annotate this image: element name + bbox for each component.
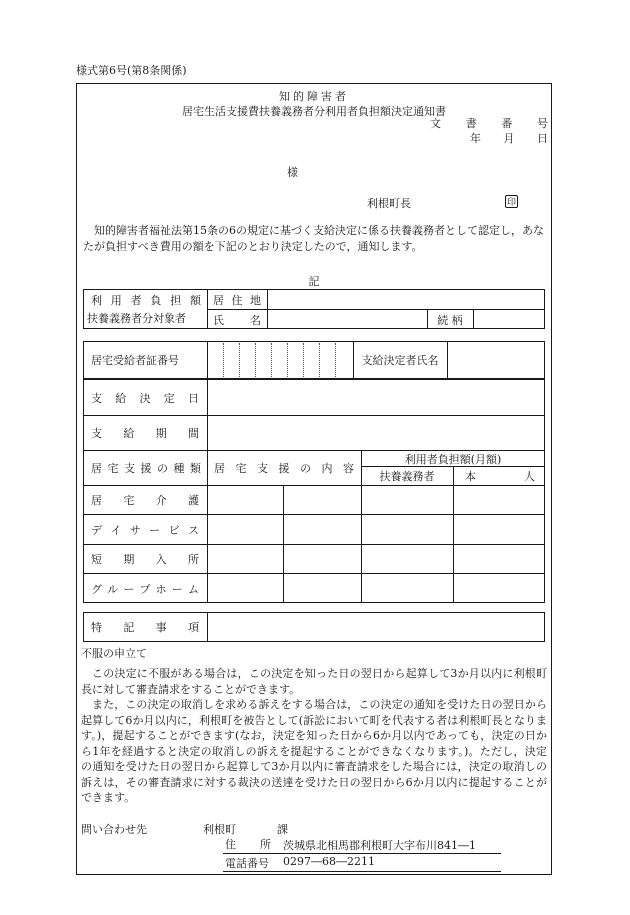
recipient-name-label: 支給決定者氏名 (361, 354, 439, 367)
official-seal: 印 (505, 195, 518, 208)
address-label: 居 住 地 (213, 293, 261, 307)
contact-address: 茨城県北相馬郡利根町大字布川841―1 (283, 839, 476, 852)
period-label: 支 給 期 間 (91, 427, 199, 440)
ki-mark: 記 (308, 275, 320, 288)
intro-text: 知的障害者福祉法第15条の6の規定に基づく支給決定に係る扶養義務者として認定し，あなたが負担すべき費用の額を下記のとおり決定したので，通知します。 (83, 224, 544, 253)
appeal-title: 不服の申立て (81, 647, 147, 660)
row-group-home: グ ル ー プ ホ ー ム (91, 582, 199, 596)
cert-number-label: 居宅受給者証番号 (91, 354, 179, 367)
form-number: 様式第6号(第8条関係) (76, 64, 187, 77)
service-content-header: 居 宅 支 援 の 内 容 (214, 462, 354, 475)
row-day-service: デ イ サ ー ビ ス (91, 523, 199, 537)
contact-section: 課 (277, 823, 288, 836)
name-label: 氏 名 (213, 313, 261, 327)
issuer-name: 利根町長 (367, 197, 411, 210)
burden-header: 利用者負担額(月額) (404, 452, 502, 466)
contact-phone: 0297―68―2211 (283, 855, 375, 868)
date-label: 年 月 日 (470, 132, 548, 145)
appeal-para2: また，この決定の取消しを求める訴えをする場合は，この決定の通知を受けた日の翌日から起算して6か月以内に，利根町を被告として(訴訟において町を代表する者は利根町長となります。)，提起することができます(なお，決定を知った日から6か月以内であっても，決定の日から1年を経過すると決定の取消しの訴えを提起することができなくなります。)。ただし，決定の通知を受けた日の翌日から起算して3か月以内に審査請求をした場合には，決定の取消しの訴えは，その審査請求に対する裁決の送達を受けた日の翌日から6か月以内に提起することができます。 (81, 698, 547, 804)
notice-frame (76, 83, 552, 875)
relation-label: 続 柄 (437, 313, 463, 327)
obligor-header: 扶養義務者 (379, 470, 435, 483)
title-line1: 知的障害者 (279, 90, 349, 103)
obligor-label-line1: 利 用 者 負 担 額 (91, 294, 201, 307)
title-line2: 居宅生活支援費扶養義務者分利用者負担額決定通知書 (182, 105, 446, 118)
doc-number-label: 文 書 番 号 (430, 117, 548, 130)
contact-address-label: 住 所 (225, 838, 271, 851)
row-home-care: 居 宅 介 護 (91, 494, 199, 507)
addressee-sama: 様 (287, 166, 298, 179)
service-type-header: 居 宅 支 援 の 種 類 (91, 462, 201, 475)
contact-label: 問い合わせ先 (81, 823, 147, 836)
appeal-para1: この決定に不服がある場合は，この決定を知った日の翌日から起算して3か月以内に利根町長に対して審査請求をすることができます。 (81, 667, 547, 696)
remarks-label: 特 記 事 項 (91, 621, 199, 634)
decision-date-label: 支 給 決 定 日 (91, 391, 199, 405)
contact-office: 利根町 (203, 823, 236, 836)
contact-phone-label: 電話番号 (225, 857, 269, 870)
obligor-label-line2: 扶養義務者分対象者 (87, 312, 186, 325)
self-header: 本 人 (465, 470, 535, 483)
row-short-stay: 短 期 入 所 (91, 553, 199, 566)
